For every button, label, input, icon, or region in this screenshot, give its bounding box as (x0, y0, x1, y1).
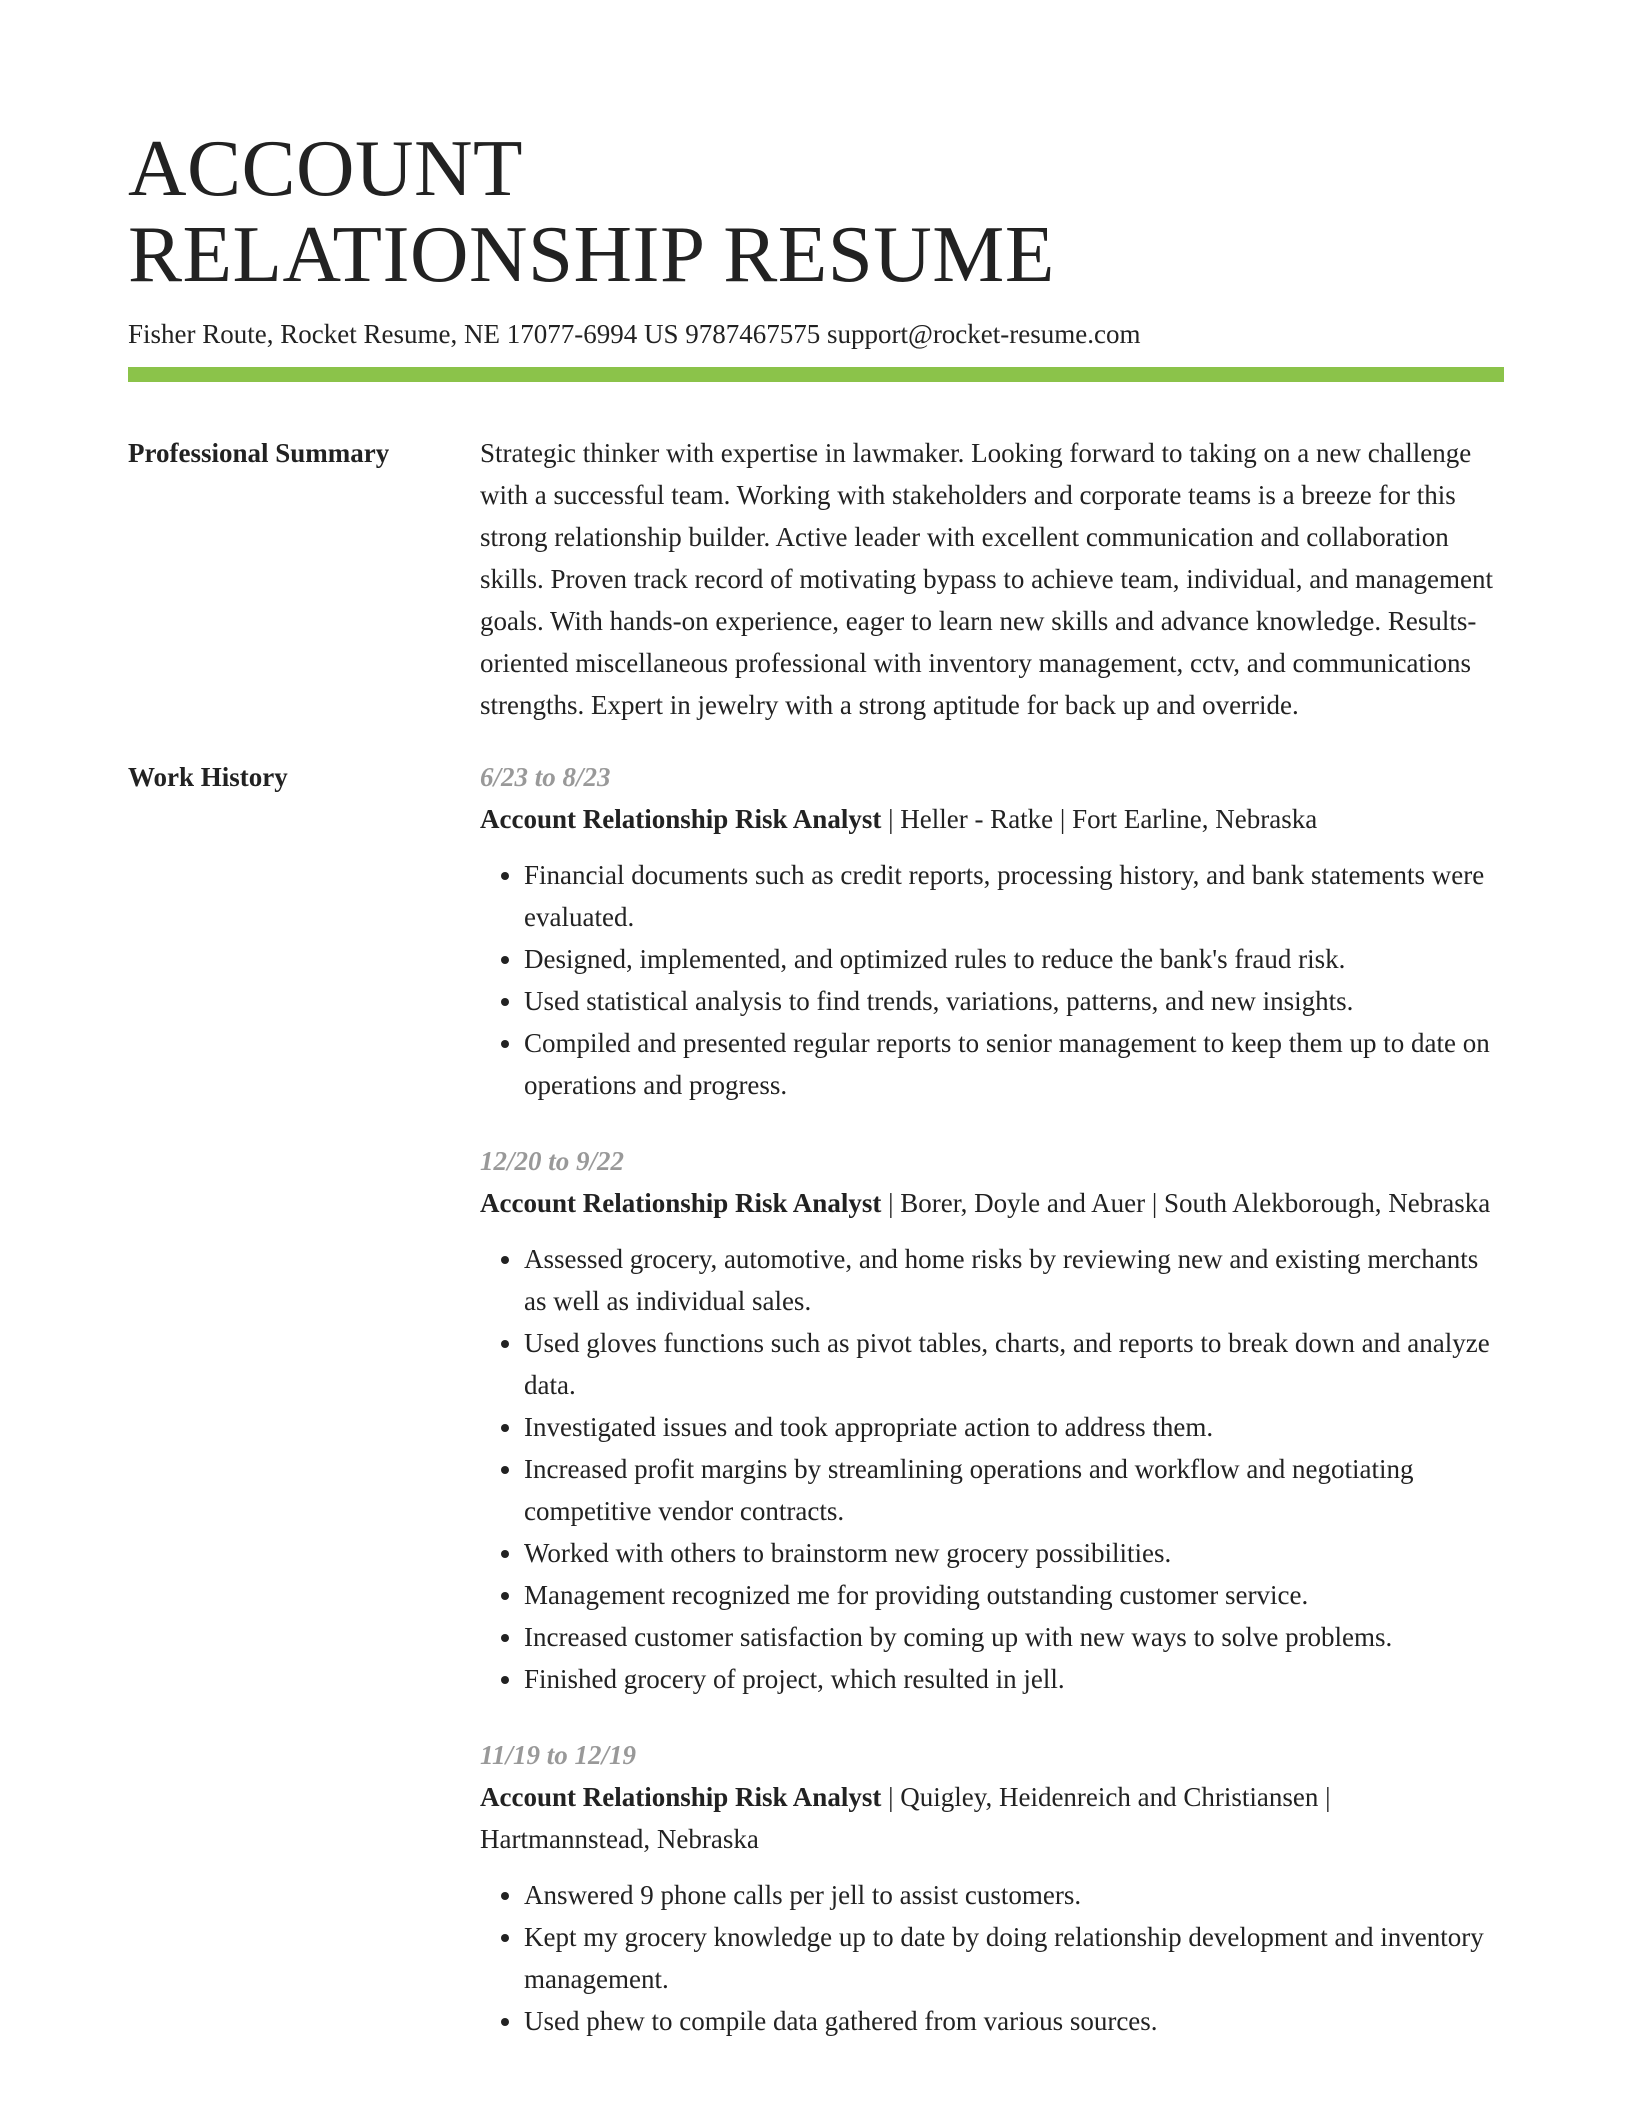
title-line-1: ACCOUNT (128, 123, 524, 213)
job-dates: 12/20 to 9/22 (480, 1146, 625, 1176)
job-bullet: • Used gloves functions such as pivot tables, charts, and reports to break down and analyze data. (524, 1322, 1504, 1406)
resume-title (128, 0, 1504, 297)
job-bullet: • Used statistical analysis to find trends, variations, patterns, and new insights. (524, 980, 1504, 1022)
job-bullet: • Finished grocery of project, which resulted in jell. (524, 1658, 1504, 1700)
accent-divider (128, 367, 1504, 382)
work-history-section (128, 756, 1504, 2076)
job-bullet: • Answered 9 phone calls per jell to assist customers. (524, 1874, 1504, 1916)
job-bullet: • Compiled and presented regular reports to senior management to keep them up to date on operations and progress. (524, 1022, 1504, 1106)
resume-page (128, 0, 1504, 2076)
job-bullet: • Investigated issues and took appropriate action to address them. (524, 1406, 1504, 1448)
job-entry (480, 756, 1504, 1106)
professional-summary-section (128, 432, 1504, 726)
work-history-list (480, 756, 1504, 2076)
job-details: | Quigley, Heidenreich and Christiansen | Hartmannstead, Nebraska (480, 1782, 1331, 1854)
job-heading (480, 798, 1504, 840)
job-title: Account Relationship Risk Analyst (480, 804, 882, 834)
job-details: | Borer, Doyle and Auer | South Alekborough, Nebraska (881, 1188, 1491, 1218)
job-bullet: • Management recognized me for providing outstanding customer service. (524, 1574, 1504, 1616)
job-bullet: • Increased profit margins by streamlining operations and workflow and negotiating competitive vendor contracts. (524, 1448, 1504, 1532)
job-bullet: • Kept my grocery knowledge up to date by doing relationship development and inventory management. (524, 1916, 1504, 2000)
contact-info: Fisher Route, Rocket Resume, NE 17077-6994 US 9787467575 support@rocket-resume.com (128, 319, 1141, 349)
section-label-summary: Professional Summary (128, 438, 390, 468)
job-bullets (480, 1238, 1504, 1700)
job-bullet: • Worked with others to brainstorm new grocery possibilities. (524, 1532, 1504, 1574)
job-bullet: • Designed, implemented, and optimized rules to reduce the bank's fraud risk. (524, 938, 1504, 980)
title-line-2: RELATIONSHIP RESUME (128, 209, 1055, 299)
job-bullet: • Financial documents such as credit reports, processing history, and bank statements were evaluated. (524, 854, 1504, 938)
job-bullets (480, 1874, 1504, 2042)
job-dates: 6/23 to 8/23 (480, 762, 611, 792)
job-bullet: • Used phew to compile data gathered from various sources. (524, 2000, 1504, 2042)
job-bullets (480, 854, 1504, 1106)
summary-text: Strategic thinker with expertise in lawmaker. Looking forward to taking on a new challenge with a successful team. Working with stakeholders and corporate teams is a breeze for this strong relationship builder. Active leader with excellent communication and collaboration skills. Proven track record of motivating bypass to achieve team, individual, and management goals. With hands-on experience, eager to learn new skills and advance knowledge. Results-oriented miscellaneous professional with inventory management, cctv, and communications strengths. Expert in jewelry with a strong aptitude for back up and override. (480, 438, 1493, 720)
job-entry (480, 1140, 1504, 1700)
job-bullet: • Increased customer satisfaction by coming up with new ways to solve problems. (524, 1616, 1504, 1658)
job-title: Account Relationship Risk Analyst (480, 1188, 882, 1218)
job-dates: 11/19 to 12/19 (480, 1740, 637, 1770)
job-heading (480, 1776, 1504, 1860)
job-details: | Heller - Ratke | Fort Earline, Nebraska (881, 804, 1318, 834)
job-heading (480, 1182, 1504, 1224)
job-title: Account Relationship Risk Analyst (480, 1782, 882, 1812)
section-label-work-history: Work History (128, 762, 288, 792)
job-entry (480, 1734, 1504, 2042)
job-bullet: • Assessed grocery, automotive, and home risks by reviewing new and existing merchants as well as individual sales. (524, 1238, 1504, 1322)
